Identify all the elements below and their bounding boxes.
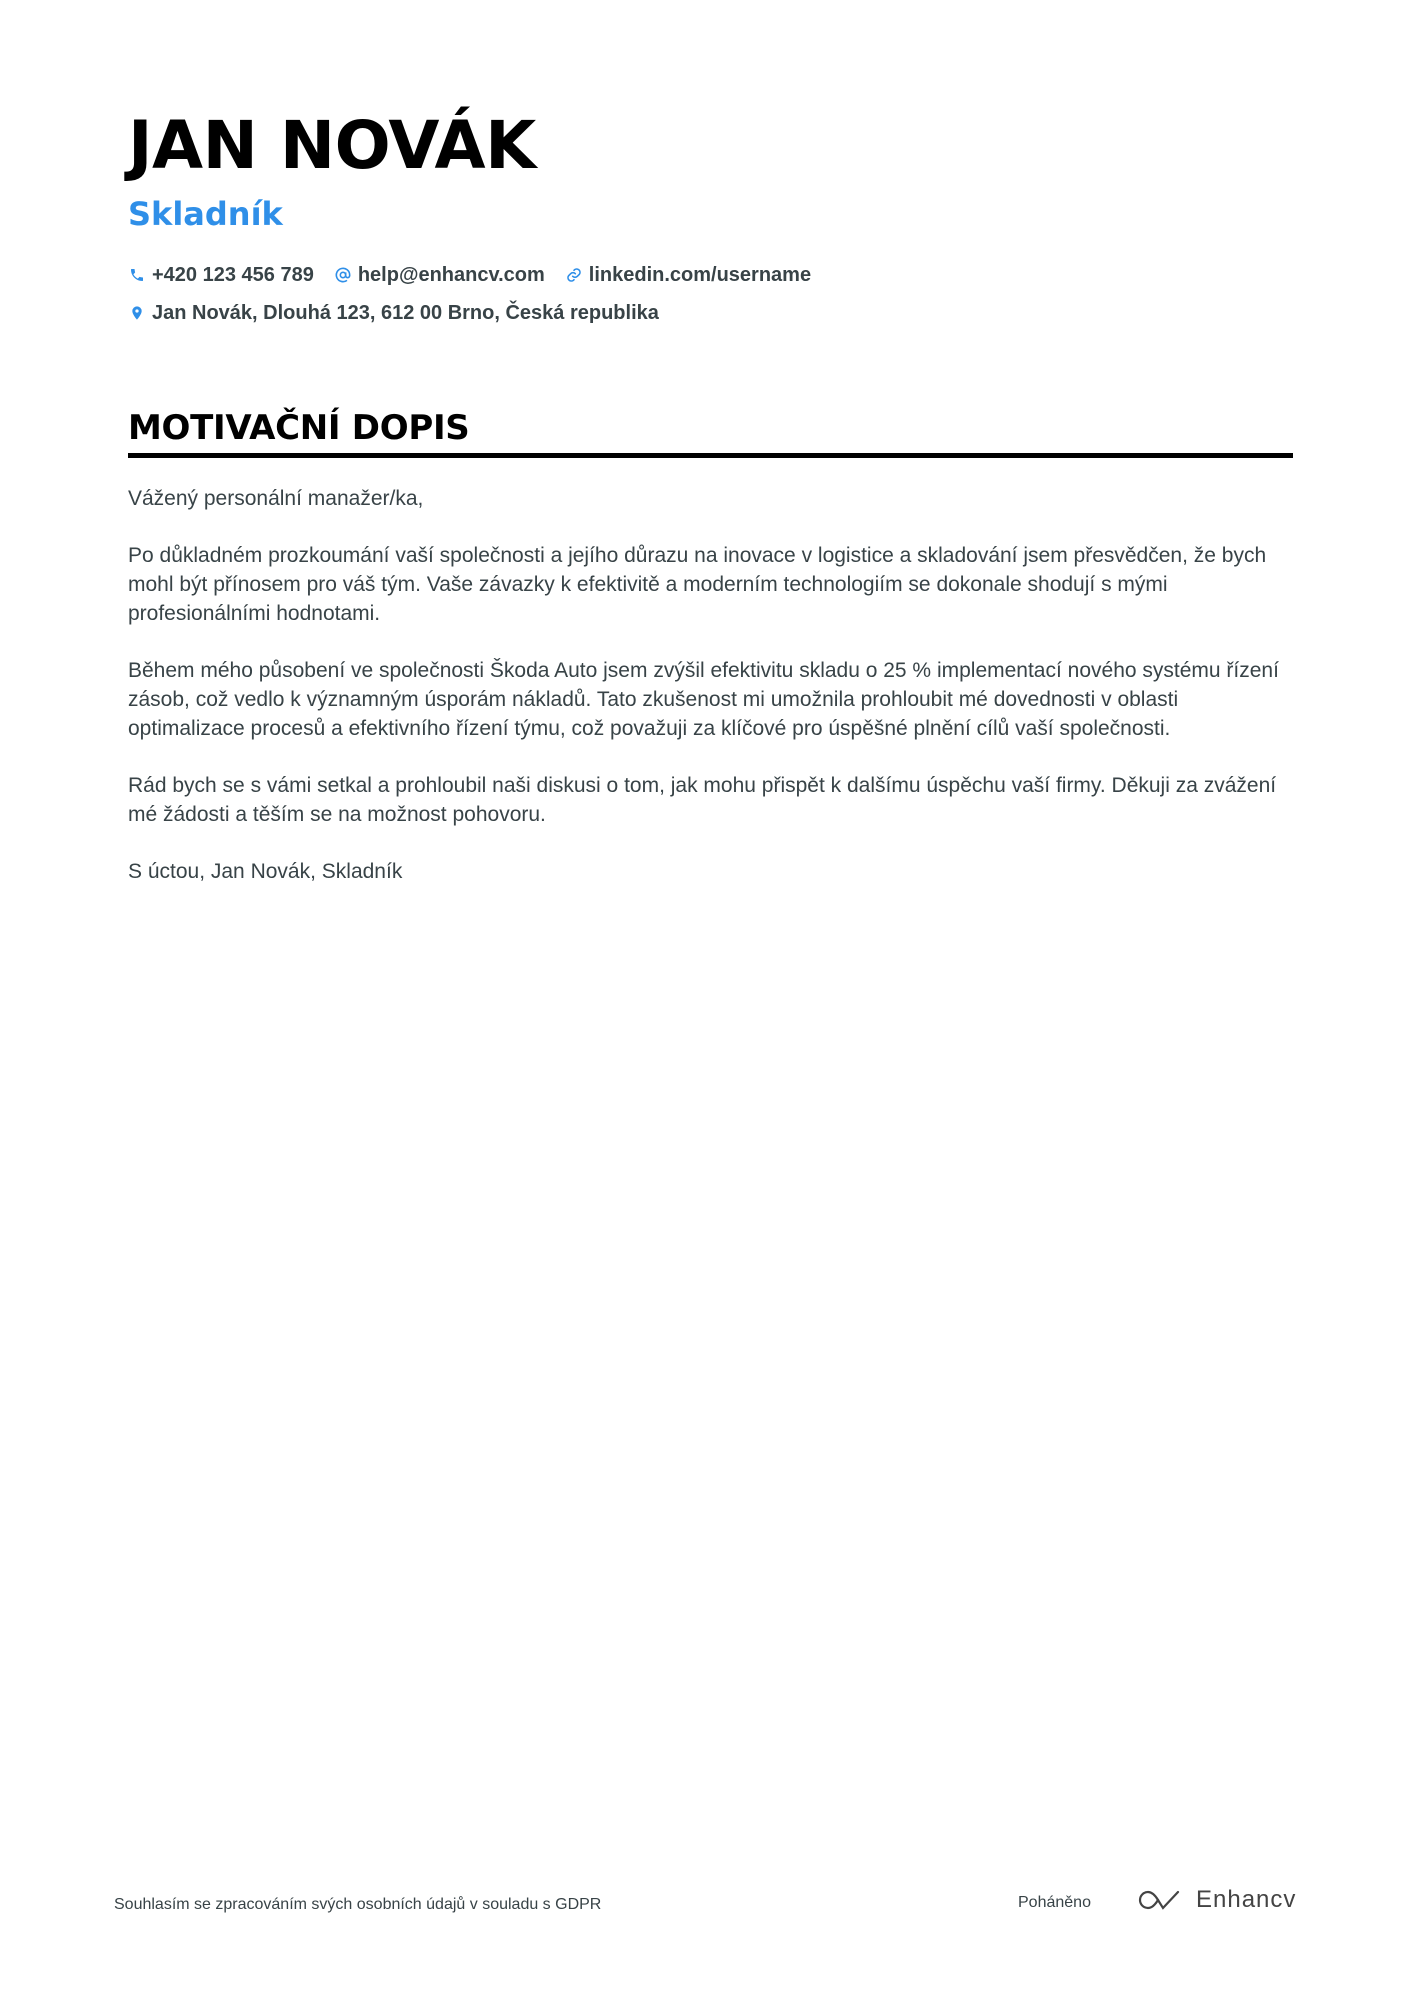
brand-name: Enhancv xyxy=(1196,1886,1297,1913)
letter-paragraph: Po důkladném prozkoumání vaší společnosti a jejího důrazu na inovace v logistice a skladování jsem přesvědčen, že bych mohl být přínosem pro váš tým. Vaše závazky k efektivitě a moderním technologiím se dokonale shodují s mými profesionálními hodnotami. xyxy=(128,544,1267,625)
gdpr-consent: Souhlasím se zpracováním svých osobních údajů v souladu s GDPR xyxy=(114,1896,602,1913)
candidate-name: JAN NOVÁK xyxy=(128,107,536,184)
email-address[interactable]: help@enhancv.com xyxy=(357,263,545,286)
letter-greeting: Vážený personální manažer/ka, xyxy=(128,487,424,510)
phone-contact xyxy=(128,264,314,287)
powered-by-label: Poháněno xyxy=(1018,1894,1091,1911)
contact-row-1 xyxy=(128,256,1293,294)
letter-paragraph: Během mého působení ve společnosti Škoda Auto jsem zvýšil efektivitu skladu o 25 % implementací nového systému řízení zásob, což vedlo k významným úsporám nákladů. Tato zkušenost mi umožnila prohloubit mé dovednosti v oblasti optimalizace procesů a efektivního řízení týmu, což považuji za klíčové pro úspěšné plnění cílů vaší společnosti. xyxy=(128,659,1279,740)
section-divider xyxy=(128,453,1293,458)
letter-body xyxy=(128,484,1293,886)
footer xyxy=(0,1880,1410,1940)
letter-paragraph: Rád bych se s vámi setkal a prohloubil naši diskusi o tom, jak mohu přispět k dalšímu úspěchu vaší firmy. Děkuji za zvážení mé žádosti a těším se na možnost pohovoru. xyxy=(128,774,1277,826)
email-contact xyxy=(334,264,545,287)
section-title: MOTIVAČNÍ DOPIS xyxy=(128,408,470,448)
phone-icon xyxy=(128,266,146,284)
linkedin-url[interactable]: linkedin.com/username xyxy=(588,263,812,286)
enhancv-brand[interactable] xyxy=(1138,1886,1296,1914)
letter-closing: S úctou, Jan Novák, Skladník xyxy=(128,860,403,883)
contact-row-2 xyxy=(128,294,1293,332)
address: Jan Novák, Dlouhá 123, 612 00 Brno, Česká republika xyxy=(152,301,659,324)
link-icon xyxy=(565,266,583,284)
cover-letter-section xyxy=(128,405,1293,914)
header xyxy=(128,108,1293,332)
linkedin-contact xyxy=(565,264,811,287)
address-contact xyxy=(128,302,659,325)
contact-info xyxy=(128,256,1293,332)
at-icon xyxy=(334,266,352,284)
phone-number: +420 123 456 789 xyxy=(152,263,314,286)
location-pin-icon xyxy=(128,304,146,322)
job-title: Skladník xyxy=(128,195,283,233)
enhancv-logo-icon xyxy=(1138,1887,1184,1913)
